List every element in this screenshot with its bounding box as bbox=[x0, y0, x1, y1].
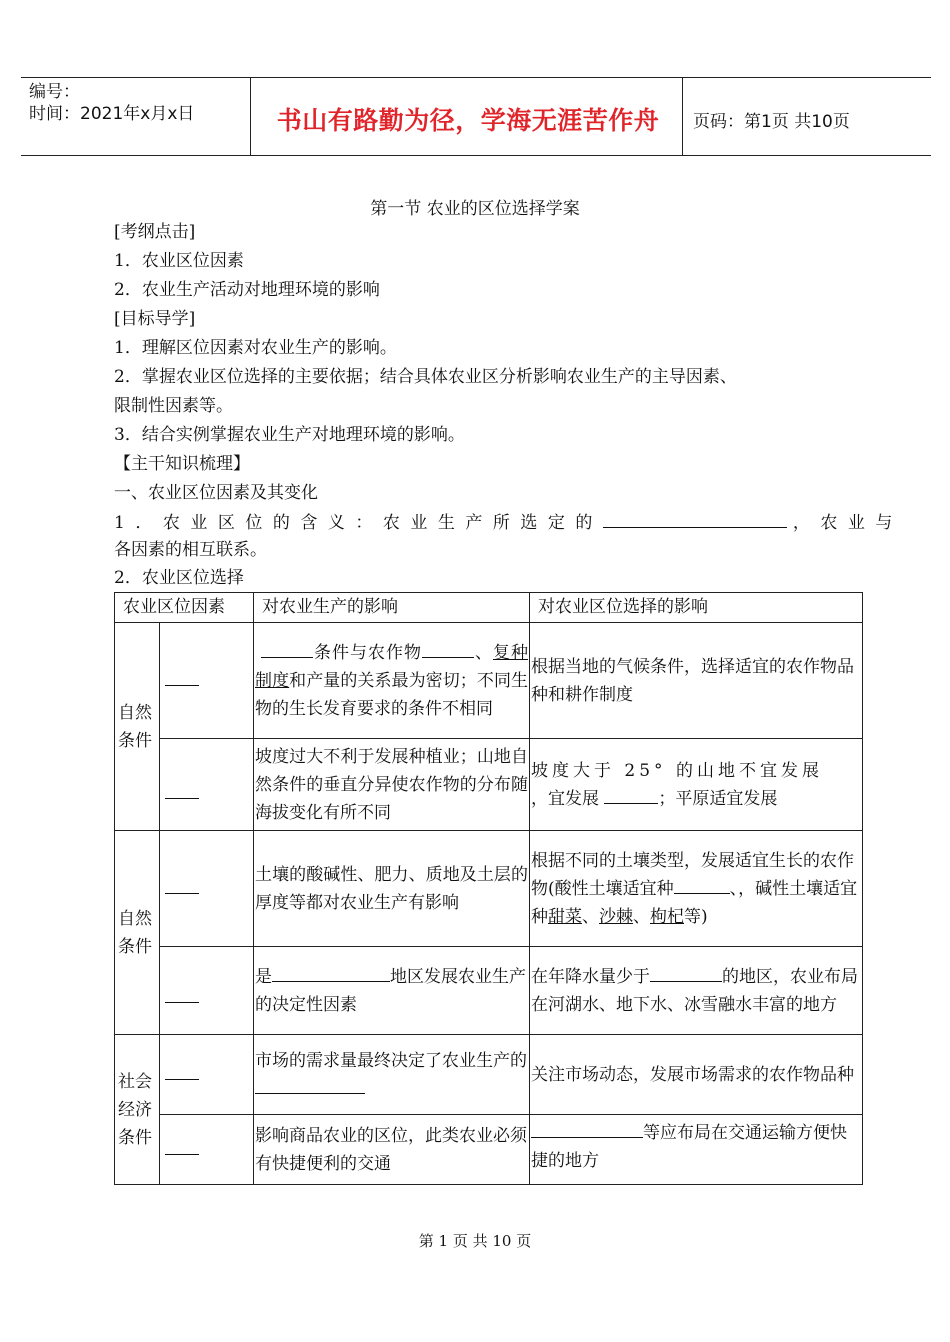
choice-text: 、 bbox=[729, 878, 739, 899]
factor-blank-cell bbox=[160, 947, 254, 1035]
item-one-cont: 各因素的相互联系。 bbox=[114, 540, 267, 560]
time-label: 时间：2021年x月x日 bbox=[29, 104, 195, 124]
factor-blank-cell bbox=[160, 623, 254, 739]
choice-text: ；平原适宜发展 bbox=[658, 788, 778, 809]
choice-cell: 关注市场动态，发展市场需求的农作物品种 bbox=[530, 1035, 863, 1115]
item-two: 2．农业区位选择 bbox=[114, 568, 244, 588]
header-effect: 对农业生产的影响 bbox=[254, 593, 530, 623]
answer-blank[interactable] bbox=[531, 1121, 643, 1138]
answer-blank[interactable] bbox=[422, 641, 474, 658]
document-header bbox=[21, 77, 931, 156]
effect-text: 地区发展农业生产的决定性因素 bbox=[255, 966, 526, 1015]
goals-heading: [目标导学] bbox=[114, 309, 196, 329]
effect-cell: 土壤的酸碱性、肥力、质地及土层的厚度等都对农业生产有影响 bbox=[254, 831, 530, 947]
answer-blank[interactable] bbox=[272, 965, 390, 982]
table-row bbox=[115, 623, 863, 739]
header-top-rule bbox=[21, 77, 931, 78]
category-natural bbox=[115, 831, 160, 1035]
table-row bbox=[115, 1115, 863, 1185]
factor-blank-cell bbox=[160, 1035, 254, 1115]
effect-cell bbox=[254, 1035, 530, 1115]
choice-text: 的地区，农业布局在河湖水、地下水、冰雪融水丰富的地方 bbox=[531, 966, 858, 1015]
crop-name: 沙棘 bbox=[599, 906, 633, 927]
item-one-prefix: 1．农业区位的含义：农业生产所选定的 bbox=[114, 513, 603, 533]
effect-cell: 影响商品农业的区位，此类农业必须有快捷便利的交通 bbox=[254, 1115, 530, 1185]
factor-blank[interactable] bbox=[165, 881, 199, 894]
effect-cell bbox=[254, 623, 530, 739]
header-bottom-rule bbox=[21, 155, 931, 156]
factor-blank-cell bbox=[160, 739, 254, 831]
table-header-row bbox=[115, 593, 863, 623]
exam-points-heading: [考纲点击] bbox=[114, 222, 196, 242]
crop-name: 甜菜 bbox=[548, 906, 582, 927]
choice-text: 、 bbox=[633, 906, 650, 927]
effect-cell: 坡度过大不利于发展种植业；山地自然条件的垂直分异使农作物的分布随海拔变化有所不同 bbox=[254, 739, 530, 831]
choice-text: 根据不同的土壤类型，发展适宜生长的农作物(酸性土壤适宜种 bbox=[531, 850, 854, 899]
header-meta bbox=[29, 81, 194, 125]
part-one-heading: 一、农业区位因素及其变化 bbox=[114, 483, 318, 503]
category-socioeconomic bbox=[115, 1035, 160, 1185]
header-factor: 农业区位因素 bbox=[115, 593, 254, 623]
choice-text: ，碱性土壤适宜种 bbox=[531, 878, 858, 927]
choice-text: 坡度大于 25° 的山地不宜发展 bbox=[531, 760, 823, 781]
choice-cell bbox=[530, 739, 863, 831]
answer-blank[interactable] bbox=[674, 877, 730, 894]
factor-blank[interactable] bbox=[165, 990, 199, 1003]
table-row bbox=[115, 1035, 863, 1115]
number-label: 编号： bbox=[29, 82, 80, 102]
effect-cell bbox=[254, 947, 530, 1035]
header-choice: 对农业区位选择的影响 bbox=[530, 593, 863, 623]
category-natural bbox=[115, 623, 160, 831]
table-row bbox=[115, 739, 863, 831]
choice-cell bbox=[530, 831, 863, 947]
answer-blank[interactable] bbox=[261, 641, 313, 658]
answer-blank[interactable] bbox=[650, 965, 722, 982]
category-label: 社会经济条件 bbox=[118, 1071, 152, 1148]
effect-text: 和产量的关系最为密切；不同生物的生长发育要求的条件不相同 bbox=[255, 670, 529, 719]
page-info: 页码：第1页 共10页 bbox=[693, 112, 850, 132]
factor-blank-cell bbox=[160, 1115, 254, 1185]
choice-text: 等) bbox=[684, 906, 708, 927]
item-one-suffix: ，农业与 bbox=[792, 513, 903, 533]
effect-text: 市场的需求量最终决定了农业生产的 bbox=[255, 1050, 527, 1071]
choice-text: 等应布局在交通运输方便快捷的地方 bbox=[531, 1123, 847, 1171]
effect-text: 是 bbox=[255, 966, 272, 987]
exam-point: 2．农业生产活动对地理环境的影响 bbox=[114, 280, 380, 300]
factor-blank-cell bbox=[160, 831, 254, 947]
goal-item: 2．掌握农业区位选择的主要依据；结合具体农业区分析影响农业生产的主导因素、 bbox=[114, 367, 737, 387]
header-divider bbox=[250, 77, 251, 156]
location-factors-table bbox=[114, 592, 863, 1185]
effect-text: 条件与农作物 bbox=[313, 642, 422, 663]
factor-blank[interactable] bbox=[165, 1067, 199, 1080]
page-title: 第一节 农业的区位选择学案 bbox=[370, 199, 580, 219]
answer-blank[interactable] bbox=[603, 511, 787, 528]
knowledge-heading: 【主干知识梳理】 bbox=[114, 454, 250, 474]
motto: 书山有路勤为径，学海无涯苦作舟 bbox=[276, 106, 660, 135]
answer-blank[interactable] bbox=[255, 1077, 365, 1094]
table-row bbox=[115, 831, 863, 947]
factor-blank[interactable] bbox=[165, 786, 199, 799]
choice-cell bbox=[530, 1115, 863, 1185]
category-label: 自然条件 bbox=[118, 908, 152, 957]
choice-text: 、 bbox=[582, 906, 599, 927]
effect-text: 、 bbox=[474, 642, 493, 663]
goal-item: 3．结合实例掌握农业生产对地理环境的影响。 bbox=[114, 425, 465, 445]
goal-item: 限制性因素等。 bbox=[114, 396, 233, 416]
exam-point: 1．农业区位因素 bbox=[114, 251, 244, 271]
choice-cell bbox=[530, 947, 863, 1035]
goal-item: 1．理解区位因素对农业生产的影响。 bbox=[114, 338, 397, 358]
choice-text: ，宜发展 bbox=[531, 788, 599, 809]
factor-blank[interactable] bbox=[165, 673, 199, 686]
choice-text: 在年降水量少于 bbox=[531, 966, 650, 987]
effect-text: 复种制度 bbox=[255, 642, 528, 691]
choice-cell: 根据当地的气候条件，选择适宜的农作物品种和耕作制度 bbox=[530, 623, 863, 739]
answer-blank[interactable] bbox=[604, 787, 658, 804]
item-one bbox=[114, 511, 903, 533]
factor-blank[interactable] bbox=[165, 1142, 199, 1155]
crop-name: 枸杞 bbox=[650, 906, 684, 927]
page-footer: 第 1 页 共 10 页 bbox=[418, 1232, 532, 1250]
category-label: 自然条件 bbox=[118, 702, 152, 751]
table-row bbox=[115, 947, 863, 1035]
